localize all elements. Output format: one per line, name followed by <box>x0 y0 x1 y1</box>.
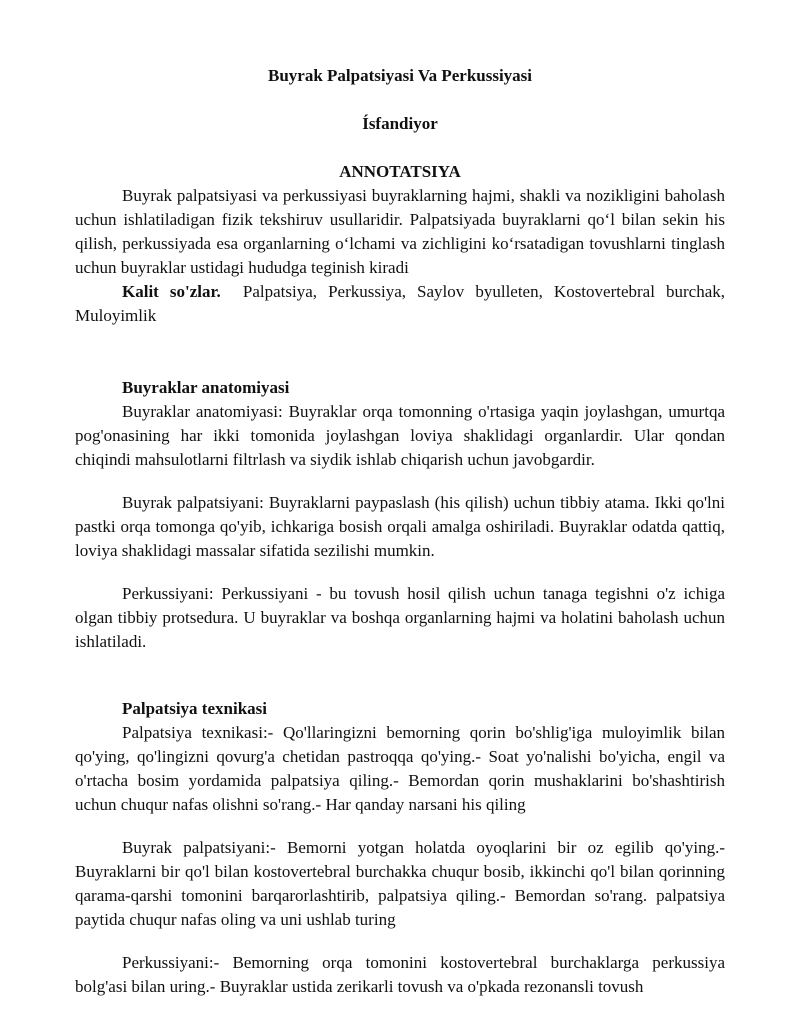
percussion-paragraph: Perkussiyani: Perkussiyani - bu tovush hosil qilish uchun tanaga tegishni o'z ichiga olgan tibbiy protsedura. U buyraklar va boshqa organlarning hajmi va holatini baholash uchun ishlatiladi. <box>75 584 725 651</box>
document-page <box>75 64 725 999</box>
annotation-paragraph: Buyrak palpatsiyasi va perkussiyasi buyraklarning hajmi, shakli va nozikligini baholash uchun ishlatiladigan fizik tekshiruv usullaridir. Palpatsiyada buyraklarni qo‘l bilan sekin his qilish, perkussiyada esa organlarning o‘lchami va zichligini ko‘rsatadigan tovushlarni tinglash uchun buyraklar ustidagi hududga teginish kiradi <box>75 186 725 277</box>
keywords-paragraph <box>75 280 725 328</box>
annotation-heading: ANNOTATSIYA <box>339 162 461 181</box>
anatomy-paragraph: Buyraklar anatomiyasi: Buyraklar orqa tomonning o'rtasiga yaqin joylashgan, umurtqa pog'onasining har ikki tomonida joylashgan loviya shaklidagi organlardir. Ular qondan chiqindi mahsulotlarni filtrlash va siydik ishlab chiqarish uchun javobgardir. <box>75 402 725 469</box>
kidney-palpation-steps-paragraph: Buyrak palpatsiyani:- Bemorni yotgan holatda oyoqlarini bir oz egilib qo'ying.- Buyraklarni bir qo'l bilan kostovertebral burchakka chuqur bosib, ikkinchi qo'l bilan qorinning qarama-qarshi tomonini barqarorlashtirib, palpatsiya qiling.- Bemordan so'rang. palpatsiya paytida chuqur nafas oling va uni ushlab turing <box>75 838 725 929</box>
keywords-text: Palpatsiya, Perkussiya, Saylov byulleten, Kostovertebral burchak, Muloyimlik <box>75 282 726 325</box>
document-title: Buyrak Palpatsiyasi Va Perkussiyasi <box>267 66 533 85</box>
palpation-technique-paragraph: Palpatsiya texnikasi:- Qo'llaringizni bemorning qorin bo'shlig'iga muloyimlik bilan qo'ying, qo'lingizni qovurg'a chetidan pastroqqa qo'ying.- Soat yo'nalishi bo'yicha, engil va o'rtacha bosim yordamida palpatsiya qiling.- Bemordan qorin mushaklarini bo'shashtirish uchun chuqur nafas olishni so'rang.- Har qanday narsani his qiling <box>75 723 725 814</box>
document-author: Ísfandiyor <box>362 114 438 133</box>
keywords-label: Kalit so'zlar. <box>122 282 221 301</box>
section-heading-palpation-technique: Palpatsiya texnikasi <box>122 699 267 718</box>
section-heading-anatomy: Buyraklar anatomiyasi <box>122 378 290 397</box>
percussion-steps-paragraph: Perkussiyani:- Bemorning orqa tomonini kostovertebral burchaklarga perkussiya bolg'asi bilan uring.- Buyraklar ustida zerikarli tovush va o'pkada rezonansli tovush <box>75 953 725 996</box>
kidney-palpation-paragraph: Buyrak palpatsiyani: Buyraklarni paypaslash (his qilish) uchun tibbiy atama. Ikki qo'lni pastki orqa tomonga qo'yib, ichkariga bosish orqali amalga oshiriladi. Buyraklar odatda qattiq, loviya shaklidagi massalar sifatida sezilishi mumkin. <box>75 493 725 560</box>
